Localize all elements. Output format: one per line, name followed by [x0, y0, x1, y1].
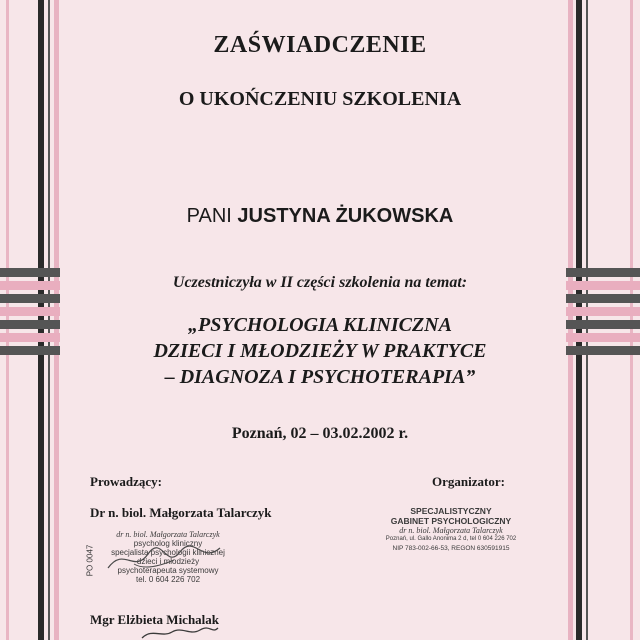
leader-stamp — [85, 530, 238, 596]
organizer-stamp — [376, 506, 526, 553]
stamp-line: specjalista psychologii klinicznej — [111, 548, 225, 557]
organizer-label: Organizator: — [432, 474, 505, 489]
stamp-line: dr n. biol. Małgorzata Talarczyk — [399, 526, 503, 535]
leader2-signature — [140, 626, 220, 640]
stamp-line: dzieci i młodzieży — [136, 557, 200, 566]
recipient-name: JUSTYNA ŻUKOWSKA — [237, 205, 454, 227]
stamp-line: psychoterapeuta systemowy — [117, 566, 219, 575]
certificate-subtitle: O UKOŃCZENIU SZKOLENIA — [178, 88, 462, 110]
leader-name: Dr n. biol. Małgorzata Talarczyk — [90, 505, 272, 520]
leaders-label: Prowadzący: — [90, 474, 162, 489]
leader-name: Mgr Elżbieta Michalak — [90, 612, 220, 627]
place-and-date: Poznań, 02 – 03.02.2002 r. — [231, 425, 409, 442]
topic-line: DZIECI I MŁODZIEŻY W PRAKTYCE — [153, 340, 487, 362]
participation-text: Uczestniczyła w II części szkolenia na temat: — [172, 274, 468, 291]
frame-bar — [566, 294, 640, 303]
stamp-line: SPECJALISTYCZNY — [410, 506, 492, 516]
stamp-line: tel. 0 604 226 702 — [135, 575, 201, 584]
stamp-line: GABINET PSYCHOLOGICZNY — [390, 516, 512, 526]
topic-line: „PSYCHOLOGIA KLINICZNA — [188, 314, 452, 336]
recipient-prefix: PANI — [186, 205, 232, 227]
stamp-line: NIP 783-002-66-53, REGON 630591915 — [392, 545, 510, 552]
recipient-line — [0, 205, 640, 228]
leader-signature — [104, 540, 224, 580]
stamp-line: psycholog kliniczny — [133, 539, 203, 548]
stamp-line: Poznań, ul. Gallo Anonima 2 d, tel 0 604 226 702 — [385, 536, 517, 542]
stamp-code: PO 0047 — [85, 544, 95, 577]
frame-bar — [0, 294, 60, 303]
certificate-title: ZAŚWIADCZENIE — [213, 32, 427, 58]
stamp-line: dr n. biol. Małgorzata Talarczyk — [116, 530, 220, 539]
topic-line: – DIAGNOZA I PSYCHOTERAPIA” — [164, 366, 476, 388]
